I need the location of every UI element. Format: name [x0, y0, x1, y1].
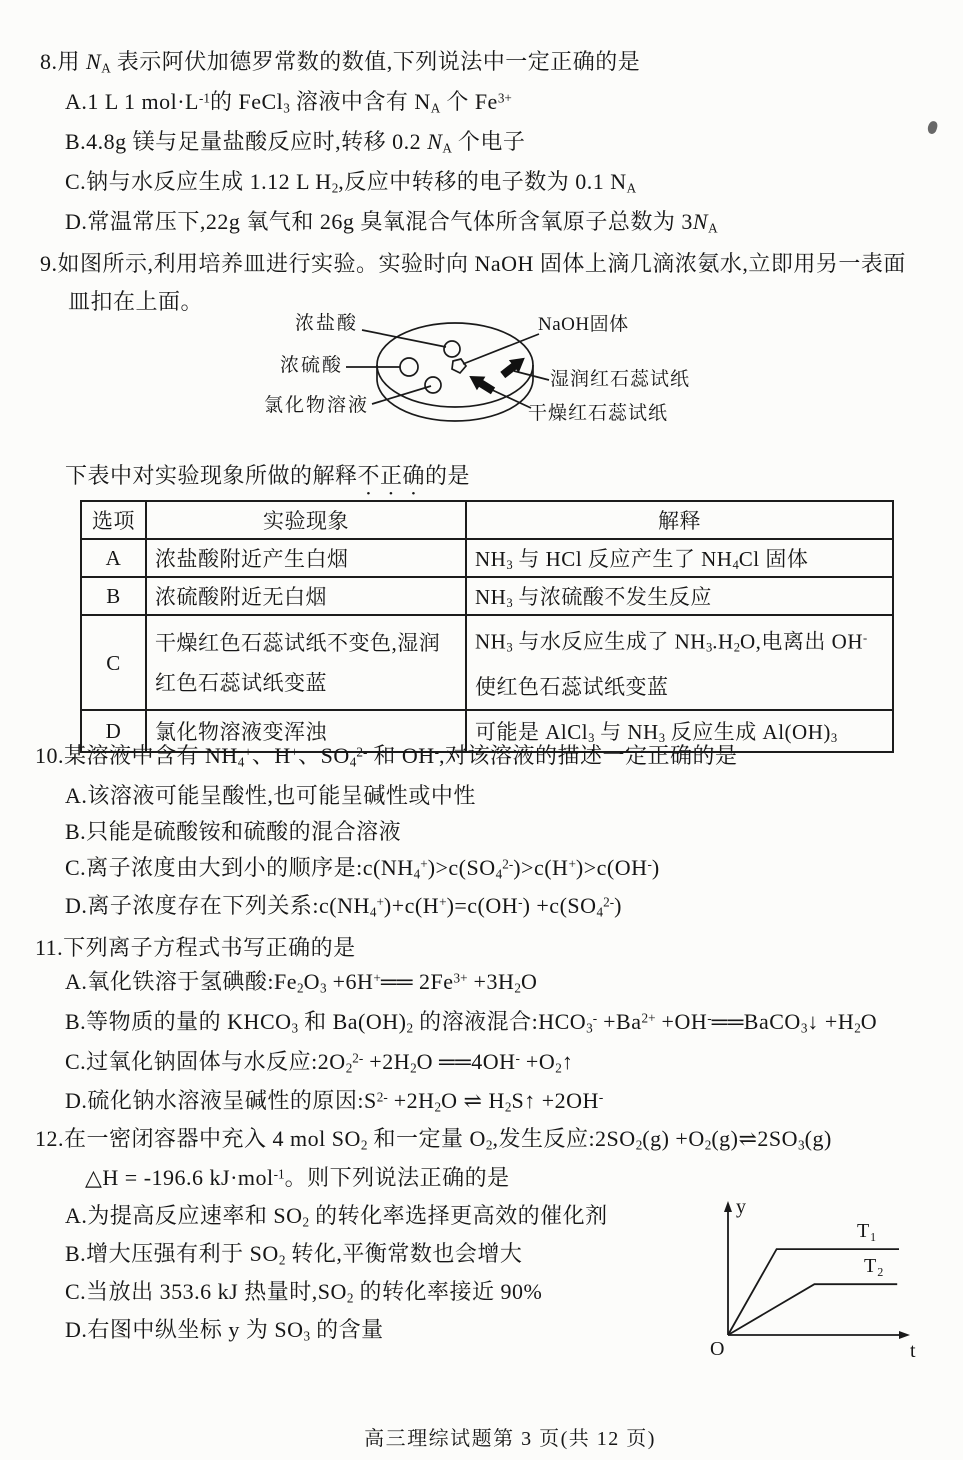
row-c-explanation: $NH_3$ 与水反应生成了 $NH_3.H_2O$,电离出 OH- 使红色石蕊试纸变蓝 — [466, 615, 893, 710]
question-8-option-a: A.1 L 1 $mol\cdot L^{-1}$的 FeCl$_3$ 溶液中含有 $N_A$ 个 $Fe^{3+}$ — [65, 89, 512, 116]
graph-series-t2-label: T₂ — [864, 1255, 885, 1277]
question-8-stem: 8.用 $N_A$ 表示阿伏加德罗常数的数值,下列说法中一定正确的是 — [40, 49, 641, 76]
question-10-option-a: A.该溶液可能呈酸性,也可能呈碱性或中性 — [65, 783, 476, 808]
question-8-option-b: B.4.8g 镁与足量盐酸反应时,转移 0.2 $N_A$ 个电子 — [65, 129, 526, 156]
diagram-label-hcl: 浓盐酸 — [295, 313, 359, 334]
naoh-solid-icon — [452, 359, 466, 373]
question-12-stem-line1: 12.在一密闭容器中充入 4 mol $SO_2$ 和一定量 $O_2$,发生反应$:2SO_2(g)$ $+O_2(g)\rightleftharpoons 2SO_3(g)$ — [35, 1126, 832, 1153]
y-axis-arrow-icon — [724, 1201, 732, 1212]
row-c-phenomenon: 干燥红色石蕊试纸不变色,湿润红色石蕊试纸变蓝 — [146, 615, 466, 710]
question-11-option-d: D.硫化钠水溶液呈碱性的原因$:S^{2-} +2H_2O$ ⇌ $H_2S↑ +2OH^-$ — [65, 1088, 604, 1115]
question-12-option-a: A.为提高反应速率和 $SO_2$ 的转化率选择更高效的催化剂 — [65, 1203, 608, 1230]
conversion-vs-time-graph — [700, 1195, 963, 1370]
chloride-drop-icon — [425, 377, 441, 393]
table-intro-pre: 下表中对实验现象所做的解释 — [65, 463, 358, 488]
diagram-label-wet-litmus: 湿润红石蕊试纸 — [550, 369, 691, 390]
question-12-option-d: D.右图中纵坐标 y 为 $SO_3$ 的含量 — [65, 1317, 384, 1344]
h2so4-drop-icon — [400, 358, 418, 376]
question-12-option-b: B.增大压强有利于 $SO_2$ 转化,平衡常数也会增大 — [65, 1241, 523, 1268]
diagram-label-h2so4: 浓硫酸 — [280, 355, 344, 376]
question-8-option-d: D.常温常压下,22g 氧气和 26g 臭氧混合气体所含氧原子总数为 $3N_A$ — [65, 209, 718, 236]
row-b-phenomenon: 浓硫酸附近无白烟 — [146, 577, 466, 615]
question-8-option-c: C.钠与水反应生成 1.12 L $H_2$,反应中转移的电子数为 0.1 $N_A$ — [65, 169, 637, 196]
question-12-option-c: C.当放出 353.6 kJ 热量时$,SO_2$ 的转化率接近 90% — [65, 1279, 543, 1306]
scan-artifact — [927, 120, 939, 135]
chloride-leader-line — [372, 386, 431, 404]
table-intro — [65, 462, 470, 500]
table-row — [81, 615, 893, 710]
table-intro-post: 的是 — [425, 463, 471, 488]
question-10-option-d: D.离子浓度存在下列关系$:c(NH_4^+)+c(H^+)=c(OH^-) +c(SO_4^{2-})$ — [65, 893, 622, 920]
graph-ylabel: y — [736, 1196, 747, 1218]
question-11-option-c: C.过氧化钠固体与水反应$:2O_2^{2-} +2H_2O$ ══4OH- $+O_2↑$ — [65, 1049, 574, 1076]
question-12-stem-line2: △H = -196.6 kJ·mol$^{-1}$。则下列说法正确的是 — [85, 1165, 510, 1190]
row-a-explanation: $NH_3$ 与 HCl 反应产生了 $NH_4Cl$ 固体 — [466, 539, 893, 577]
experiment-table — [80, 500, 894, 753]
x-axis-arrow-icon — [899, 1331, 910, 1339]
graph-drawing — [700, 1195, 963, 1370]
question-9-stem-line1: 9.如图所示,利用培养皿进行实验。实验时向 NaOH 固体上滴几滴浓氨水,立即用另一表面 — [40, 251, 906, 276]
question-11-stem: 11.下列离子方程式书写正确的是 — [35, 935, 356, 960]
diagram-label-chloride: 氯化物溶液 — [264, 395, 370, 416]
row-a-phenomenon: 浓盐酸附近产生白烟 — [146, 539, 466, 577]
header-option: 选项 — [81, 501, 146, 539]
row-d-phenomenon: 氯化物溶液变浑浊 — [146, 710, 466, 752]
header-phenomenon: 实验现象 — [146, 501, 466, 539]
question-10-stem: 10.某溶液中含有 $NH_4^+$、H+、$SO_4^{2-}$ 和 OH-,对该溶液的描述一定正确的是 — [35, 743, 738, 770]
table-row — [81, 539, 893, 577]
row-b-explanation: $NH_3$ 与浓硫酸不发生反应 — [466, 577, 893, 615]
graph-series-t1-label: T₁ — [857, 1220, 878, 1242]
question-9-stem-line2: 皿扣在上面。 — [68, 289, 204, 314]
row-b-option: B — [81, 577, 146, 615]
hcl-drop-icon — [444, 341, 460, 357]
row-a-option: A — [81, 539, 146, 577]
diagram-label-naoh: NaOH固体 — [538, 314, 629, 335]
question-10-option-b: B.只能是硫酸铵和硫酸的混合溶液 — [65, 819, 402, 844]
graph-xlabel: t — [910, 1340, 917, 1362]
row-d-explanation: 可能是 AlCl$_3$ 与 $NH_3$ 反应生成 $Al(OH)_3$ — [466, 710, 893, 752]
table-row — [81, 577, 893, 615]
question-10-option-c: C.离子浓度由大到小的顺序是$:c(NH_4^+)>c(SO_4^{2-})>c(H^+)>c(OH^-)$ — [65, 855, 660, 882]
row-c-option: C — [81, 615, 146, 710]
table-header-row — [81, 501, 893, 539]
table-intro-emphasized: 不正确 — [357, 463, 426, 488]
row-d-option: D — [81, 710, 146, 752]
graph-origin-label: O — [710, 1338, 725, 1360]
wet-litmus-arrow-icon — [498, 351, 530, 381]
question-11-option-a: A.氧化铁溶于氢碘酸$:Fe_2O_3$ +6H+══ $2Fe^{3+} +3H_2O$ — [65, 969, 538, 996]
dry-litmus-arrow-icon — [465, 369, 497, 397]
question-11-option-b: B.等物质的量的 $KHCO_3$ 和 $Ba(OH)_2$ 的溶液混合$:HCO_3^- +Ba^{2+}$ +OH-══BaCO$_3$↓ $+H_2O$ — [65, 1009, 878, 1036]
page-footer: 高三理综试题第 3 页(共 12 页) — [364, 1428, 656, 1450]
petri-dish-diagram — [250, 312, 715, 442]
diagram-label-dry-litmus: 干燥红石蕊试纸 — [528, 403, 669, 424]
header-explanation: 解释 — [466, 501, 893, 539]
